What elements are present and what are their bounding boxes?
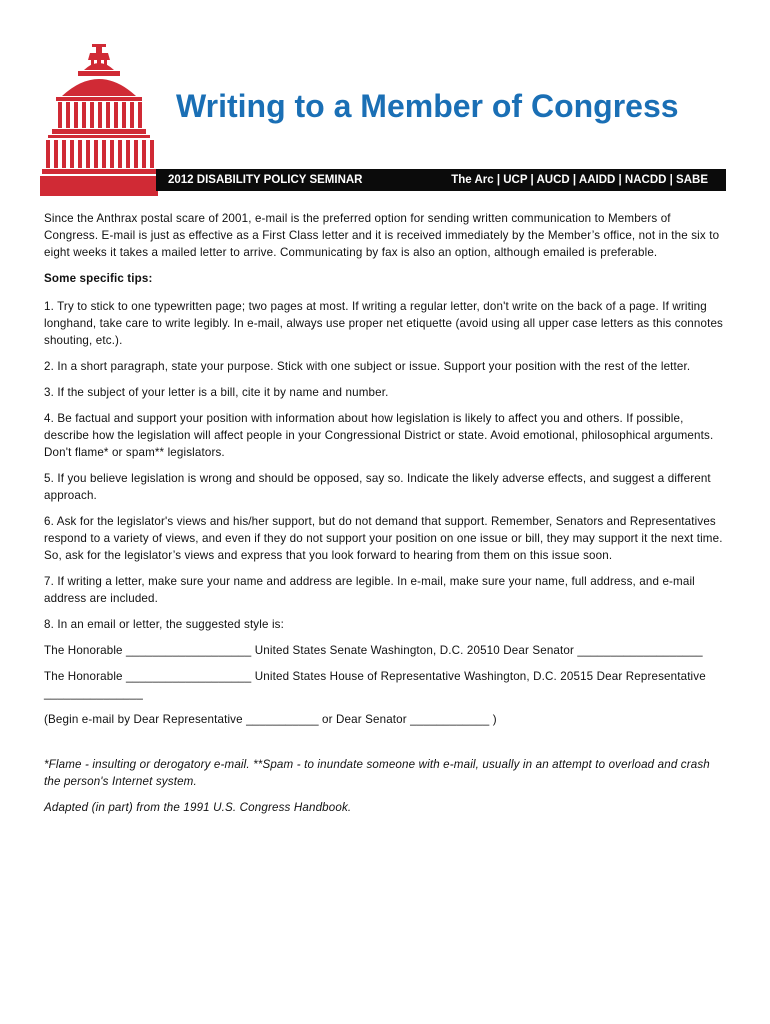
page-title: Writing to a Member of Congress (176, 88, 679, 124)
tip-item: 6. Ask for the legislator's views and his/her support, but do not demand that support. Remember, Senators and Representatives respond to a variety of views, and even if they do not support your position on one issue or bill, they may support it the next time. So, ask for the legislator’s views and express that you look forward to hearing from them on this issue soon. (44, 515, 723, 562)
capitol-dome-icon (40, 44, 158, 196)
tip-item: 4. Be factual and support your position with information about how legislation is likely to affect you and others. If possible, describe how the legislation will affect people in your Congressional District or state. Avoid emotional, philosophical arguments. Don't flame* or spam** legislators. (44, 412, 714, 459)
banner-organizations: The Arc | UCP | AUCD | AAIDD | NACDD | SABE (451, 174, 708, 186)
footnote: *Flame - insulting or derogatory e-mail. **Spam - to inundate someone with e-mail, usually in an attempt to overload and crash the person's Internet system. (44, 758, 710, 788)
source-note: Adapted (in part) from the 1991 U.S. Congress Handbook. (44, 801, 352, 814)
email-greeting-style: (Begin e-mail by Dear Representative ___________ or Dear Senator ____________ ) (44, 713, 497, 726)
senate-address-style: The Honorable ___________________ United States Senate Washington, D.C. 20510 Dear Senator ___________________ (44, 644, 703, 657)
tip-item: 2. In a short paragraph, state your purpose. Stick with one subject or issue. Support your position with the rest of the letter. (44, 360, 691, 373)
tip-item: 8. In an email or letter, the suggested style is: (44, 618, 284, 631)
tips-heading: Some specific tips: (44, 272, 153, 285)
intro-paragraph: Since the Anthrax postal scare of 2001, e-mail is the preferred option for sending written communication to Members of Congress. E-mail is just as effective as a First Class letter and it is received immediately by the Member’s office, not in the six to eight weeks it takes a mailed letter to arrive. Communicating by fax is also an option, although emailed is preferable. (44, 212, 720, 259)
banner-seminar-label: 2012 DISABILITY POLICY SEMINAR (168, 174, 363, 186)
document-body (44, 210, 728, 825)
house-address-style: The Honorable ___________________ United States House of Representative Washington, D.C. 20515 Dear Representative _______________ (44, 670, 706, 700)
tip-item: 1. Try to stick to one typewritten page; two pages at most. If writing a regular letter, don't write on the back of a page. If writing longhand, take care to write legibly. In e-mail, always use proper net etiquette (avoid using all upper case letters as this connotes shouting, etc.). (44, 300, 724, 347)
tip-item: 5. If you believe legislation is wrong and should be opposed, say so. Indicate the likely adverse effects, and suggest a different approach. (44, 472, 711, 502)
tip-item: 7. If writing a letter, make sure your name and address are legible. In e-mail, make sure your name, full address, and e-mail address are included. (44, 575, 695, 605)
seminar-banner (156, 169, 726, 191)
tip-item: 3. If the subject of your letter is a bill, cite it by name and number. (44, 386, 389, 399)
